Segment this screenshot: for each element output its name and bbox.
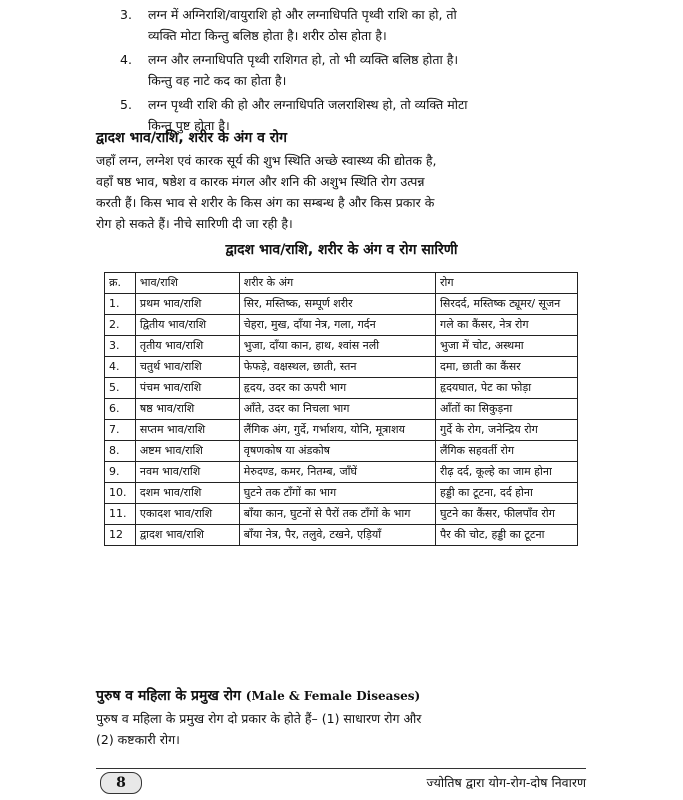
table-row [105, 357, 578, 378]
table-row [105, 315, 578, 336]
paragraph-line: करती हैं। किस भाव से शरीर के किस अंग का सम्बन्ध है और किस प्रकार के [96, 195, 435, 210]
paragraph-line: रोग हो सकते हैं। नीचे सारिणी दी जा रही है। [96, 216, 293, 231]
table-row [105, 294, 578, 315]
paragraph-line: पुरुष व महिला के प्रमुख रोग दो प्रकार के होते हैं– (1) साधारण रोग और [96, 711, 422, 726]
section-heading: द्वादश भाव/राशि, शरीर के अंग व रोग [96, 130, 288, 146]
table-cell: 7. [105, 420, 136, 441]
section-heading-hindi: पुरुष व महिला के प्रमुख रोग [96, 688, 241, 704]
list-item-text: लग्न में अग्निराशि/वायुराशि हो और लग्नाधिपति पृथ्वी राशि का हो, तो [148, 7, 457, 22]
table-cell: 12 [105, 525, 136, 546]
list-item-text: लग्न पृथ्वी राशि की हो और लग्नाधिपति जलराशिस्थ हो, तो व्यक्ति मोटा [148, 97, 468, 112]
table-row [105, 378, 578, 399]
table-cell: लैंगिक सहवर्ती रोग [436, 441, 578, 462]
table-cell: 5. [105, 378, 136, 399]
table-cell: वृषणकोष या अंडकोष [239, 441, 435, 462]
table-cell: घुटने का कैंसर, फीलपाँव रोग [436, 504, 578, 525]
table-title: द्वादश भाव/राशि, शरीर के अंग व रोग सारिणी [225, 242, 458, 258]
table-cell: 9. [105, 462, 136, 483]
table-header-row [105, 273, 578, 294]
table-cell: गले का कैंसर, नेत्र रोग [436, 315, 578, 336]
table-cell: भुजा, दाँया कान, हाथ, श्वांस नली [239, 336, 435, 357]
column-header: भाव/राशि [135, 273, 239, 294]
table-cell: हड्डी का टूटना, दर्द होना [436, 483, 578, 504]
section-paragraph-2 [96, 708, 586, 750]
table-cell: प्रथम भाव/राशि [135, 294, 239, 315]
table-cell: लैंगिक अंग, गुर्दे, गर्भाशय, योनि, मूत्राशय [239, 420, 435, 441]
table-cell: एकादश भाव/राशि [135, 504, 239, 525]
table-row [105, 441, 578, 462]
list-item-number: 5. [120, 97, 132, 112]
table-cell: 4. [105, 357, 136, 378]
page-number: 8 [100, 772, 142, 794]
table-cell: नवम भाव/राशि [135, 462, 239, 483]
table-cell: चेहरा, मुख, दाँया नेत्र, गला, गर्दन [239, 315, 435, 336]
table-row [105, 462, 578, 483]
table-cell: हृदय, उदर का ऊपरी भाग [239, 378, 435, 399]
table-cell: 1. [105, 294, 136, 315]
table-cell: सिरदर्द, मस्तिष्क ट्यूमर/ सूजन [436, 294, 578, 315]
table-cell: आँतों का सिकुड़ना [436, 399, 578, 420]
table-cell: भुजा में चोट, अस्थमा [436, 336, 578, 357]
table-cell: 8. [105, 441, 136, 462]
column-header: रोग [436, 273, 578, 294]
column-header: क्र. [105, 273, 136, 294]
table-cell: 2. [105, 315, 136, 336]
table-cell: बाँया नेत्र, पैर, तलुवे, टखने, एड़ियाँ [239, 525, 435, 546]
table-row [105, 525, 578, 546]
disease-table [104, 272, 578, 546]
list-item-number: 4. [120, 52, 132, 67]
table-row [105, 399, 578, 420]
table-cell: षष्ठ भाव/राशि [135, 399, 239, 420]
table-cell: पंचम भाव/राशि [135, 378, 239, 399]
table-cell: गुर्दे के रोग, जनेन्द्रिय रोग [436, 420, 578, 441]
table-row [105, 483, 578, 504]
table-cell: आँते, उदर का निचला भाग [239, 399, 435, 420]
column-header: शरीर के अंग [239, 273, 435, 294]
table-cell: दशम भाव/राशि [135, 483, 239, 504]
paragraph-line: वहाँ षष्ठ भाव, षष्ठेश व कारक मंगल और शनि की अशुभ स्थिति रोग उत्पन्न [96, 174, 425, 189]
table-row [105, 504, 578, 525]
table-cell: बाँया कान, घुटनों से पैरों तक टाँगों के भाग [239, 504, 435, 525]
table-cell: द्वादश भाव/राशि [135, 525, 239, 546]
table-cell: तृतीय भाव/राशि [135, 336, 239, 357]
section-heading-english: (Male & Female Diseases) [245, 689, 421, 703]
list-item-text: लग्न और लग्नाधिपति पृथ्वी राशिगत हो, तो भी व्यक्ति बलिष्ठ होता है। [148, 52, 459, 67]
table-cell: फेफड़े, वक्षस्थल, छाती, स्तन [239, 357, 435, 378]
list-item [120, 49, 600, 91]
table-cell: मेरुदण्ड, कमर, नितम्ब, जाँघें [239, 462, 435, 483]
section-paragraph [96, 150, 586, 234]
list-item-text: किन्तु पुष्ट होता है। [148, 118, 230, 133]
list-item-text: किन्तु वह नाटे कद का होता है। [148, 73, 287, 88]
table-cell: सप्तम भाव/राशि [135, 420, 239, 441]
table-row [105, 336, 578, 357]
paragraph-line: जहाँ लग्न, लग्नेश एवं कारक सूर्य की शुभ स्थिति अच्छे स्वास्थ्य की द्योतक है, [96, 153, 437, 168]
list-item [120, 4, 600, 46]
table-row [105, 420, 578, 441]
running-title: ज्योतिष द्वारा योग-रोग-दोष निवारण [426, 775, 586, 790]
intro-numbered-list [120, 4, 600, 136]
table-cell: द्वितीय भाव/राशि [135, 315, 239, 336]
table-cell: 11. [105, 504, 136, 525]
table-cell: अष्टम भाव/राशि [135, 441, 239, 462]
table-cell: 3. [105, 336, 136, 357]
paragraph-line: (2) कष्टकारी रोग। [96, 732, 180, 747]
table-cell: सिर, मस्तिष्क, सम्पूर्ण शरीर [239, 294, 435, 315]
table-cell: घुटने तक टाँगों का भाग [239, 483, 435, 504]
section-heading-2 [96, 686, 420, 706]
footer-divider [96, 768, 586, 769]
table-cell: 6. [105, 399, 136, 420]
table-cell: दमा, छाती का कैंसर [436, 357, 578, 378]
list-item-number: 3. [120, 7, 132, 22]
table-cell: पैर की चोट, हड्डी का टूटना [436, 525, 578, 546]
list-item-text: व्यक्ति मोटा किन्तु बलिष्ठ होता है। शरीर ठोस होता है। [148, 28, 387, 43]
table-cell: हृदयघात, पेट का फोड़ा [436, 378, 578, 399]
table-cell: 10. [105, 483, 136, 504]
table-cell: चतुर्थ भाव/राशि [135, 357, 239, 378]
table-cell: रीढ़ दर्द, कूल्हे का जाम होना [436, 462, 578, 483]
